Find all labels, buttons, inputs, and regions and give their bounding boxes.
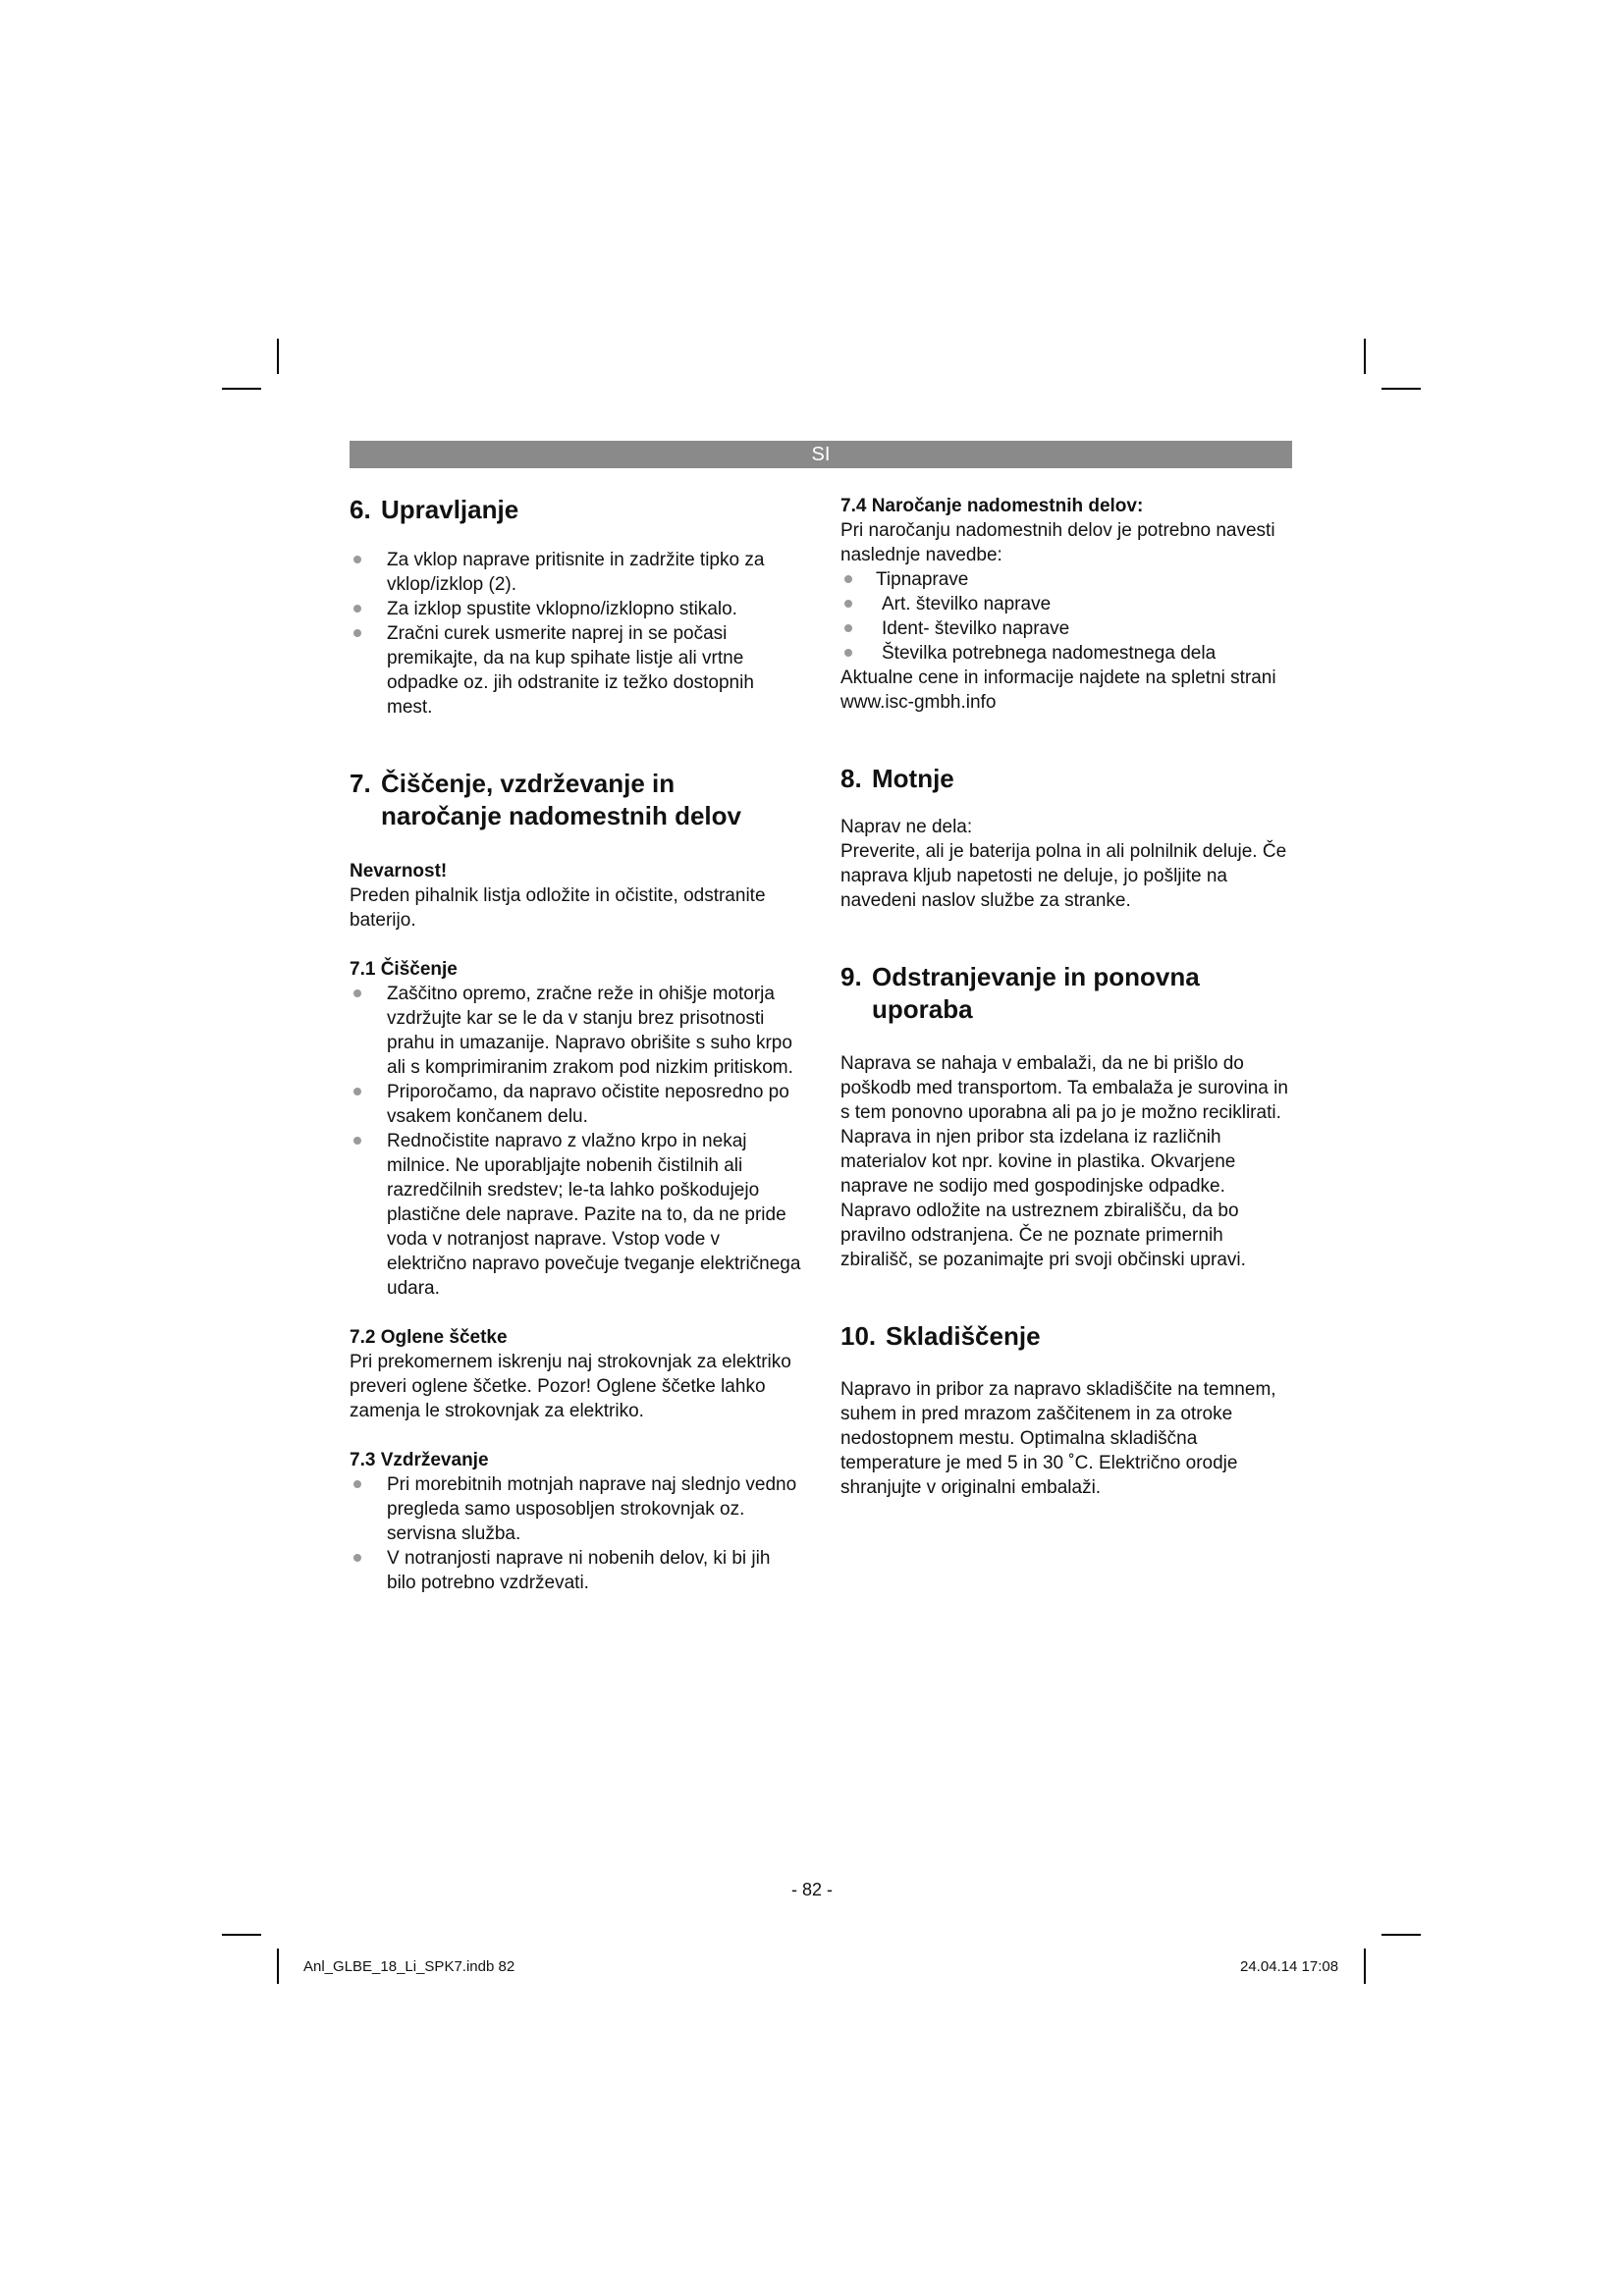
section-7-heading: 7. Čiščenje, vzdrževanje in naročanje nadomestnih delov	[350, 769, 741, 830]
section-7-4-heading: 7.4 Naročanje nadomestnih delov:	[840, 496, 1144, 516]
list-item: Za izklop spustite vklopno/izklopno stikalo.	[350, 597, 801, 621]
section-7-1-list	[350, 982, 801, 1301]
crop-mark	[277, 1949, 279, 1984]
bullet-icon	[353, 629, 361, 637]
section-8-heading: 8. Motnje	[840, 764, 954, 793]
bullet-icon	[353, 1137, 361, 1145]
list-item: Rednočistite napravo z vlažno krpo in nekaj milnice. Ne uporabljajte nobenih čistilnih ali razredčilnih sredstev; le-ta lahko poškodujejo plastične dele naprave. Pazite na to, da ne pride voda v notranjost naprave. Vstop vode v električno napravo povečuje tveganje električnega udara.	[350, 1129, 801, 1301]
list-item: Zračni curek usmerite naprej in se počasi premikajte, da na kup spihate listje ali vrtne odpadke oz. jih odstranite iz težko dostopnih mest.	[350, 621, 801, 720]
crop-mark	[1364, 339, 1366, 374]
language-header-bar	[350, 441, 1292, 468]
section-7-3-heading: 7.3 Vzdrževanje	[350, 1450, 489, 1470]
section-9-text: Naprava se nahaja v embalaži, da ne bi prišlo do poškodb med transportom. Ta embalaža je surovina in s tem ponovno uporabna ali pa jo je možno reciklirati. Naprava in njen pribor sta izdelana iz različnih materialov kot npr. kovine in plastika. Okvarjene naprave ne sodijo med gospodinjske odpadke. Napravo odložite na ustreznem zbirališču, da bo pravilno odstranjena. Če ne poznate primernih zbirališč, se pozanimajte pri svoji občinski upravi.	[840, 1053, 1288, 1270]
list-item: Zaščitno opremo, zračne reže in ohišje motorja vzdržujte kar se le da v stanju brez prisotnosti prahu in umazanije. Napravo obrišite s suho krpo ali s komprimiranim zrakom pod nizkim pritiskom.	[350, 982, 801, 1080]
warning-text: Preden pihalnik listja odložite in očistite, odstranite baterijo.	[350, 885, 766, 931]
crop-mark	[1381, 1934, 1421, 1936]
section-8-text: Preverite, ali je baterija polna in ali polnilnik deluje. Če naprava kljub napetosti ne deluje, jo pošljite na navedeni naslov službe za stranke.	[840, 841, 1287, 911]
section-7-4-list	[840, 567, 1292, 666]
bullet-icon	[353, 989, 361, 997]
bullet-icon	[353, 1480, 361, 1488]
section-6-heading: 6. Upravljanje	[350, 495, 519, 524]
list-item: Za vklop naprave pritisnite in zadržite tipko za vklop/izklop (2).	[350, 548, 801, 597]
bullet-icon	[353, 1554, 361, 1562]
list-item: Priporočamo, da napravo očistite neposredno po vsakem končanem delu.	[350, 1080, 801, 1129]
file-name: Anl_GLBE_18_Li_SPK7.indb 82	[303, 1958, 515, 1975]
section-7-2-text: Pri prekomernem iskrenju naj strokovnjak za elektriko preveri oglene ščetke. Pozor! Oglene ščetke lahko zamenja le strokovnjak za elektriko.	[350, 1352, 791, 1421]
bullet-icon	[844, 575, 852, 583]
bullet-icon	[844, 624, 852, 632]
crop-mark	[277, 339, 279, 374]
left-column	[350, 494, 801, 1595]
list-item: Ident- številko naprave	[840, 616, 1292, 641]
bullet-icon	[844, 649, 852, 657]
bullet-icon	[353, 556, 361, 563]
crop-mark	[222, 388, 261, 390]
section-7-4-intro: Pri naročanju nadomestnih delov je potrebno navesti naslednje navedbe:	[840, 520, 1275, 565]
right-column	[840, 494, 1292, 1500]
list-item: V notranjosti naprave ni nobenih delov, ki bi jih bilo potrebno vzdrževati.	[350, 1546, 801, 1595]
list-item: Art. številko naprave	[840, 592, 1292, 616]
crop-mark	[1381, 388, 1421, 390]
section-7-4-outro: Aktualne cene in informacije najdete na spletni strani www.isc-gmbh.info	[840, 667, 1276, 713]
crop-mark	[1364, 1949, 1366, 1984]
section-7-2-heading: 7.2 Oglene ščetke	[350, 1327, 508, 1348]
section-8-line: Naprav ne dela:	[840, 817, 973, 837]
section-7-1-heading: 7.1 Čiščenje	[350, 959, 458, 980]
list-item: Pri morebitnih motnjah naprave naj slednjo vedno pregleda samo usposobljen strokovnjak oz. servisna služba.	[350, 1472, 801, 1546]
bullet-icon	[353, 1088, 361, 1095]
section-6-list	[350, 548, 801, 720]
list-item: Tipnaprave	[840, 567, 1292, 592]
bullet-icon	[844, 600, 852, 608]
section-10-heading: 10. Skladiščenje	[840, 1321, 1041, 1351]
section-9-heading: 9. Odstranjevanje in ponovna uporaba	[840, 962, 1200, 1024]
page-number: - 82 -	[790, 1880, 833, 1899]
bullet-icon	[353, 605, 361, 613]
section-10-text: Napravo in pribor za napravo skladiščite na temnem, suhem in pred mrazom zaščitenem in za otroke nedostopnem mestu. Optimalna skladiščna temperature je med 5 in 30 ˚C. Električno orodje shranjujte v originalni embalaži.	[840, 1379, 1276, 1498]
crop-mark	[222, 1934, 261, 1936]
print-timestamp: 24.04.14 17:08	[1240, 1958, 1339, 1975]
warning-title: Nevarnost!	[350, 861, 448, 881]
section-7-3-list	[350, 1472, 801, 1595]
language-code: SI	[811, 444, 831, 465]
list-item: Številka potrebnega nadomestnega dela	[840, 641, 1292, 666]
